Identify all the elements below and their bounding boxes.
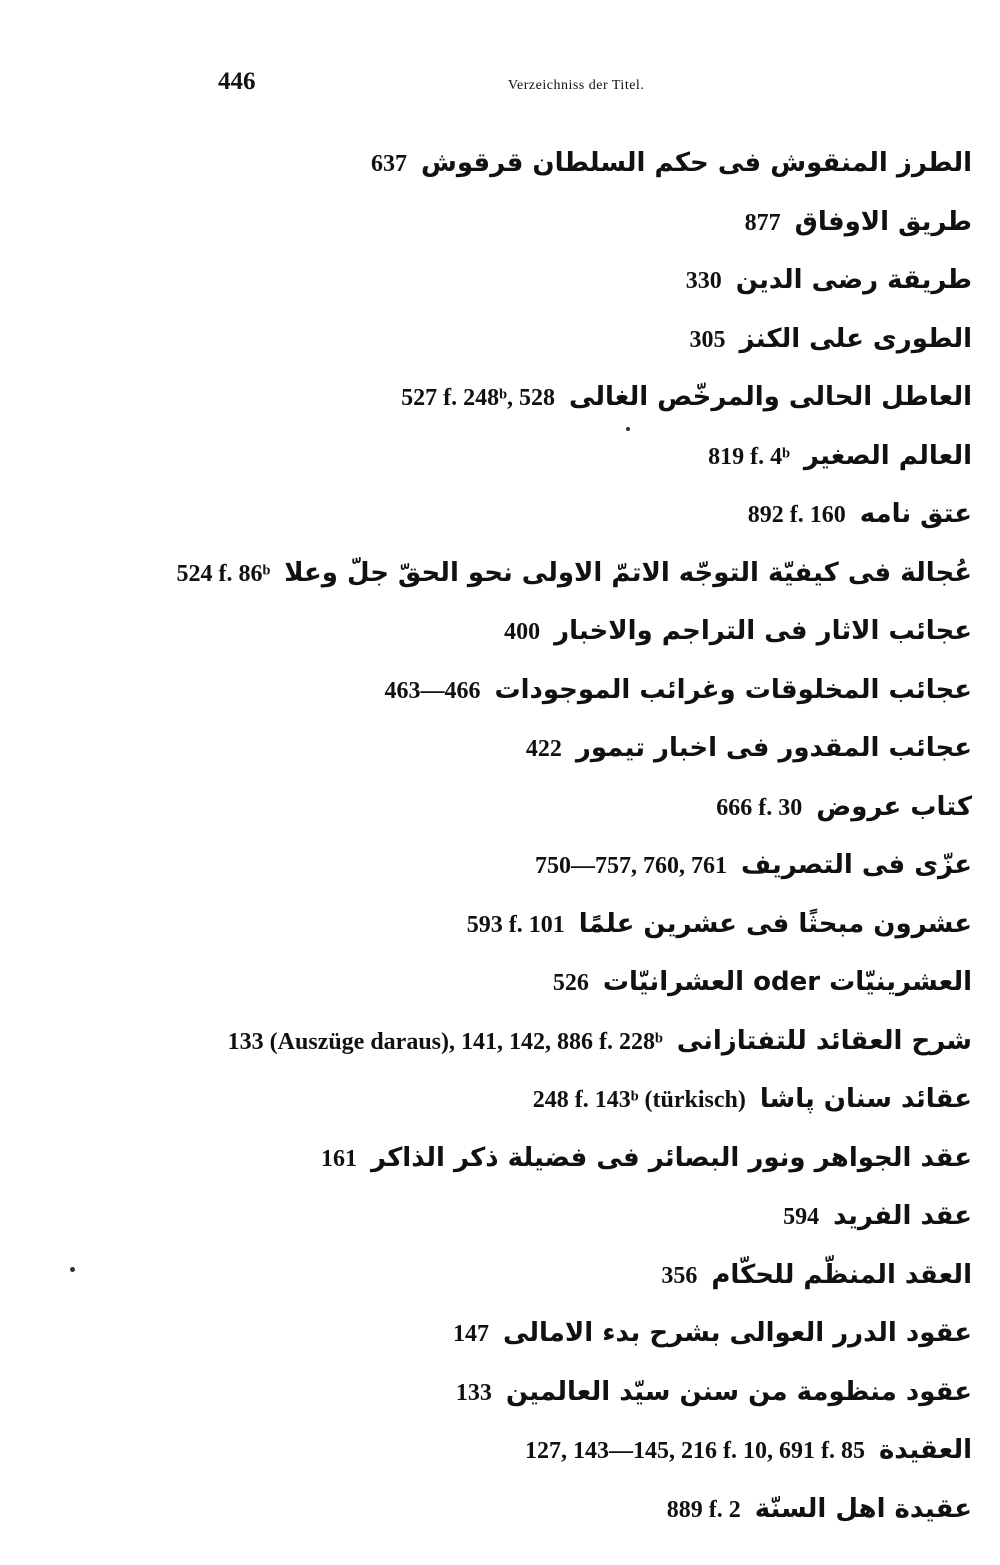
entry-title: عجائب الاثار فى التراجم والاخبار (554, 616, 972, 646)
index-entry (210, 901, 972, 960)
entry-title: عجائب المخلوقات وغرائب الموجودات (494, 674, 972, 705)
entry-title: شرح العقائد للتفتازانى (676, 1025, 972, 1056)
entry-title: عقائد سنان پاشا (759, 1084, 972, 1114)
title-index-list (176, 140, 972, 1544)
entry-reference: 819 f. 4ᵇ (708, 443, 790, 470)
index-entry (210, 1076, 972, 1135)
scan-speck (626, 427, 630, 431)
entry-title: العالم الصغير (803, 440, 972, 471)
entry-title: العقد المنظّم للحكّام (711, 1259, 972, 1290)
entry-reference: 593 f. 101 (466, 911, 565, 938)
entry-reference: 889 f. 2 (666, 1496, 741, 1523)
entry-title: الطرز المنقوش فى حكم السلطان قرقوش (420, 148, 972, 178)
entry-title: طريق الاوفاق (794, 206, 972, 237)
index-entry (210, 1310, 972, 1369)
scan-speck (70, 1267, 75, 1272)
entry-title: الطورى على الكنز (739, 323, 972, 354)
entry-title: كتاب عروض (816, 791, 972, 822)
index-entry (210, 1427, 972, 1486)
index-entry (210, 784, 972, 843)
index-entry (210, 1018, 972, 1077)
index-entry (210, 257, 972, 316)
index-entry (210, 491, 972, 550)
index-entry (210, 1486, 972, 1545)
entry-reference: 892 f. 160 (747, 502, 846, 528)
page-number: 446 (218, 68, 256, 95)
index-entry (210, 1369, 972, 1428)
entry-reference: 356 (661, 1262, 698, 1289)
entry-reference: 127, 143—145, 216 f. 10, 691 f. 85 (524, 1438, 865, 1464)
entry-title: عقد الجواهر ونور البصائر فى فضيلة ذكر الذاكر (371, 1142, 972, 1173)
index-entry (210, 959, 972, 1018)
entry-title: عقود الدرر العوالى بشرح بدء الامالى (502, 1318, 972, 1348)
entry-reference: 527 f. 248ᵇ, 528 (401, 385, 555, 411)
entry-title: عُجالة فى كيفيّة التوجّه الاتمّ الاولى نحو الحقّ جلّ وعلا (284, 557, 972, 588)
entry-title: عتق نامه (859, 499, 972, 529)
index-entry (210, 842, 972, 901)
index-entry (210, 140, 972, 199)
entry-title: عقيدة اهل السنّة (754, 1493, 972, 1524)
entry-reference: 133 (Auszüge daraus), 141, 142, 886 f. 228ᵇ (227, 1028, 663, 1055)
index-entry (210, 1193, 972, 1252)
entry-reference: 422 (525, 736, 562, 762)
entry-reference: 305 (689, 326, 726, 353)
entry-reference: 750—757, 760, 761 (534, 853, 727, 879)
index-entry (210, 199, 972, 258)
entry-title: العاطل الحالى والمرخّص الغالى (568, 382, 972, 412)
running-title: Verzeichniss der Titel. (508, 78, 645, 93)
index-entry (210, 1252, 972, 1311)
index-entry (210, 667, 972, 726)
index-entry (176, 550, 972, 609)
page-header (218, 68, 970, 104)
entry-title: العقيدة (878, 1435, 972, 1465)
entry-reference: 248 f. 143ᵇ (türkisch) (532, 1087, 746, 1113)
entry-reference: 666 f. 30 (716, 794, 803, 821)
index-entry (210, 1135, 972, 1194)
entry-reference: 637 (370, 151, 407, 177)
entry-reference: 400 (504, 619, 541, 645)
index-entry (210, 316, 972, 375)
entry-reference: 877 (744, 209, 781, 236)
entry-reference: 463—466 (384, 677, 481, 704)
entry-reference: 526 (552, 970, 589, 996)
index-entry (210, 433, 972, 492)
entry-title: العشرينيّات oder العشرانيّات (602, 967, 972, 997)
entry-reference: 133 (455, 1379, 492, 1406)
entry-title: عجائب المقدور فى اخبار تيمور (575, 733, 972, 763)
entry-title: عشرون مبحثًا فى عشرين علمًا (578, 908, 972, 939)
index-entry (210, 608, 972, 667)
entry-reference: 161 (321, 1145, 358, 1172)
index-entry (210, 374, 972, 433)
index-entry (210, 725, 972, 784)
entry-title: عقد الفريد (833, 1201, 972, 1231)
entry-reference: 594 (783, 1204, 820, 1230)
entry-title: طريقة رضى الدين (735, 265, 972, 295)
entry-title: عقود منظومة من سنن سيّد العالمين (505, 1376, 972, 1407)
entry-reference: 147 (452, 1321, 489, 1347)
entry-title: عزّى فى التصريف (740, 850, 972, 880)
entry-reference: 330 (685, 268, 722, 294)
entry-reference: 524 f. 86ᵇ (176, 560, 271, 587)
